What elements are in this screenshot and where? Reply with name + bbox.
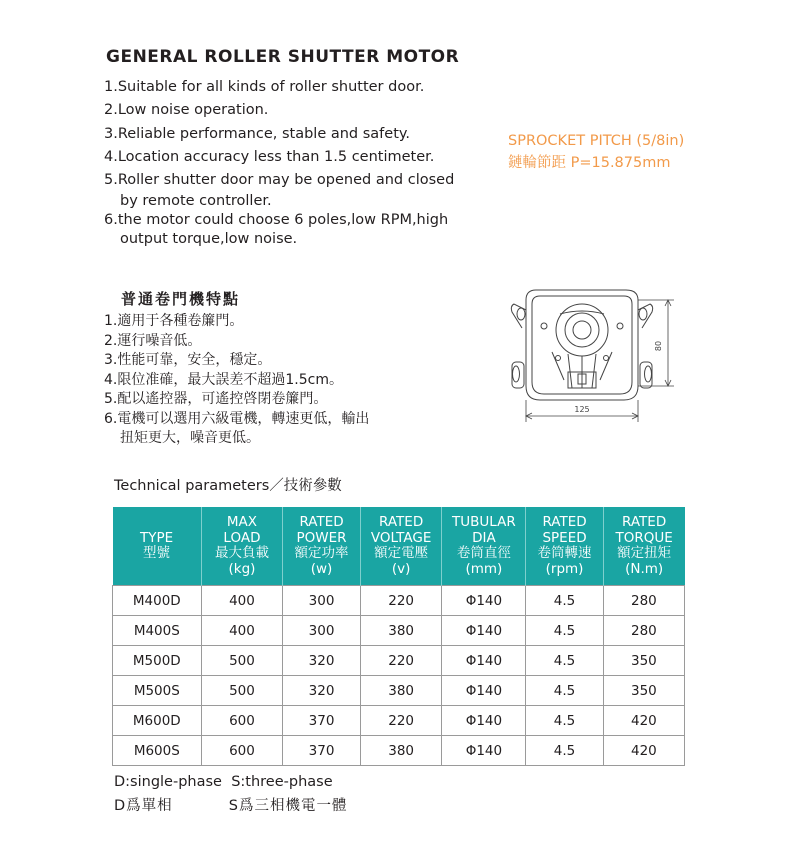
cell-rated-power: 300 <box>283 616 360 646</box>
header-line: (kg) <box>228 560 256 577</box>
cell-max-load: 600 <box>201 736 283 766</box>
cell-rated-voltage: 380 <box>360 736 442 766</box>
header-line: (v) <box>391 560 411 577</box>
header-line: 最大負載 <box>214 545 269 561</box>
header-line: 卷筒轉速 <box>537 545 592 561</box>
header-line: TYPE <box>139 529 174 546</box>
header-line: RATED <box>622 514 667 530</box>
motor-flange-drawing <box>508 288 688 433</box>
feature-en-item: output torque,low noise. <box>120 231 298 248</box>
cell-type: M400D <box>113 586 202 616</box>
cell-rated-torque: 280 <box>603 616 684 646</box>
phase-note-d-en: D:single-phase <box>114 774 222 790</box>
cell-rated-torque: 350 <box>603 646 684 676</box>
cell-type: M500D <box>113 646 202 676</box>
features-cn-list <box>104 312 369 449</box>
cell-tubular-dia: Φ140 <box>442 586 526 616</box>
header-rated-speed <box>526 507 603 586</box>
cell-rated-power: 320 <box>283 646 360 676</box>
cell-type: M600S <box>113 736 202 766</box>
feature-en-item: 6.the motor could choose 6 poles,low RPM,high <box>104 212 449 229</box>
table-row <box>113 676 685 706</box>
header-line: SPEED <box>542 529 587 546</box>
cell-max-load: 400 <box>201 616 283 646</box>
header-line: LOAD <box>223 529 261 546</box>
cell-rated-power: 370 <box>283 706 360 736</box>
feature-en-item: 3.Reliable performance, stable and safety. <box>104 125 411 142</box>
feature-en-item: 5.Roller shutter door may be opened and closed <box>104 172 455 189</box>
feature-cn-item: 3.性能可靠，安全，穩定。 <box>104 352 272 368</box>
header-line: TORQUE <box>615 529 673 546</box>
phase-note-en <box>114 774 333 790</box>
cell-rated-power: 370 <box>283 736 360 766</box>
cell-tubular-dia: Φ140 <box>442 646 526 676</box>
cell-tubular-dia: Φ140 <box>442 706 526 736</box>
phase-note-d-cn: D爲單相 <box>114 798 173 814</box>
dimension-width-label: 125 <box>574 405 590 414</box>
cell-tubular-dia: Φ140 <box>442 616 526 646</box>
sprocket-pitch-cn: 鏈輪節距 P=15.875mm <box>508 155 671 171</box>
header-line: DIA <box>472 529 496 546</box>
header-rated-torque <box>603 507 684 586</box>
table-row <box>113 736 685 766</box>
header-line: (N.m) <box>625 560 664 577</box>
feature-en-item: 2.Low noise operation. <box>104 102 269 119</box>
spec-table-header-row <box>113 507 685 586</box>
table-row <box>113 646 685 676</box>
cell-rated-voltage: 380 <box>360 676 442 706</box>
cell-type: M500S <box>113 676 202 706</box>
features-en-list <box>104 76 454 249</box>
feature-cn-item: 扭矩更大，噪音更低。 <box>120 430 260 446</box>
header-line: (mm) <box>465 560 503 577</box>
sprocket-pitch-note <box>508 130 684 174</box>
feature-en-item: 4.Location accuracy less than 1.5 centimeter. <box>104 148 435 165</box>
header-line: RATED <box>299 514 344 530</box>
sprocket-pitch-en: SPROCKET PITCH (5/8in) <box>508 133 685 149</box>
cell-max-load: 400 <box>201 586 283 616</box>
feature-cn-item: 6.電機可以選用六級電機，轉速更低，輸出 <box>104 410 370 427</box>
features-cn-title: 普通卷門機特點 <box>121 290 241 308</box>
cell-type: M600D <box>113 706 202 736</box>
table-row <box>113 586 685 616</box>
cell-rated-speed: 4.5 <box>526 736 603 766</box>
cell-rated-voltage: 380 <box>360 616 442 646</box>
cell-max-load: 500 <box>201 646 283 676</box>
cell-max-load: 500 <box>201 676 283 706</box>
cell-rated-voltage: 220 <box>360 646 442 676</box>
header-max-load <box>201 507 283 586</box>
spec-table <box>112 507 685 766</box>
header-line: TUBULAR <box>452 514 516 530</box>
cell-rated-voltage: 220 <box>360 706 442 736</box>
phase-note-s-en: S:three-phase <box>231 774 333 790</box>
table-row <box>113 616 685 646</box>
header-line: 卷筒直徑 <box>456 545 511 561</box>
cell-rated-speed: 4.5 <box>526 616 603 646</box>
page-title: GENERAL ROLLER SHUTTER MOTOR <box>106 47 460 67</box>
cell-rated-speed: 4.5 <box>526 706 603 736</box>
cell-rated-torque: 350 <box>603 676 684 706</box>
feature-en-item: 1.Suitable for all kinds of roller shutter door. <box>104 79 425 95</box>
header-line: RATED <box>379 514 424 530</box>
header-line: MAX <box>226 514 258 530</box>
cell-rated-power: 320 <box>283 676 360 706</box>
feature-cn-item: 2.運行噪音低。 <box>104 332 202 349</box>
header-line: 額定扭矩 <box>617 545 672 561</box>
cell-rated-speed: 4.5 <box>526 676 603 706</box>
header-line: 額定電壓 <box>374 545 429 561</box>
feature-cn-item: 5.配以遙控器，可遙控啓閉卷簾門。 <box>104 391 328 407</box>
header-rated-power <box>283 507 360 586</box>
header-rated-voltage <box>360 507 442 586</box>
header-line: (rpm) <box>545 560 584 577</box>
technical-parameters-label: Technical parameters／技術參數 <box>114 478 342 494</box>
cell-max-load: 600 <box>201 706 283 736</box>
cell-rated-torque: 420 <box>603 706 684 736</box>
cell-rated-speed: 4.5 <box>526 586 603 616</box>
header-line: RATED <box>542 514 587 530</box>
cell-tubular-dia: Φ140 <box>442 676 526 706</box>
header-line: 型號 <box>143 545 171 561</box>
cell-rated-power: 300 <box>283 586 360 616</box>
cell-rated-torque: 420 <box>603 736 684 766</box>
header-line: VOLTAGE <box>370 529 432 546</box>
dimension-height-label: 80 <box>654 340 663 352</box>
header-tubular-dia <box>442 507 526 586</box>
cell-type: M400S <box>113 616 202 646</box>
cell-rated-voltage: 220 <box>360 586 442 616</box>
feature-en-item: by remote controller. <box>120 193 272 210</box>
cell-rated-torque: 280 <box>603 586 684 616</box>
header-line: (w) <box>310 560 333 577</box>
cell-rated-speed: 4.5 <box>526 646 603 676</box>
header-type <box>113 507 202 586</box>
header-line: 額定功率 <box>294 545 349 561</box>
feature-cn-item: 4.限位准確，最大誤差不超過1.5cm。 <box>104 371 343 388</box>
header-line: POWER <box>296 529 347 546</box>
phase-note-s-cn: S爲三相機電一體 <box>228 798 348 814</box>
feature-cn-item: 1.適用于各種卷簾門。 <box>104 313 244 329</box>
cell-tubular-dia: Φ140 <box>442 736 526 766</box>
phase-note-cn <box>114 794 347 815</box>
table-row <box>113 706 685 736</box>
